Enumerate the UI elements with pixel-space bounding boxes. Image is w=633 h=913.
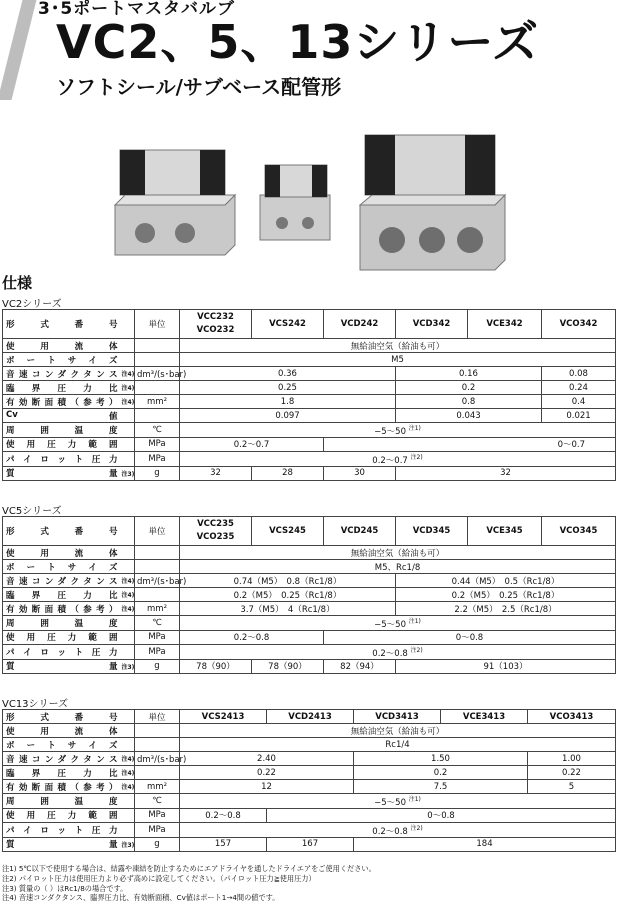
unit-cell: dm³/(s･bar) [135, 752, 180, 766]
table-row [3, 738, 616, 752]
cell-value: 1.50 [354, 752, 528, 766]
vc13-table-title: VC13シリーズ [2, 699, 69, 710]
cell-value: −5〜50 $^{注1)}$ [180, 794, 616, 809]
valve-vc5-image [260, 165, 330, 240]
cell-value: 5 [528, 780, 616, 794]
unit-cell: g [135, 837, 180, 851]
table-row [3, 367, 616, 381]
cell-value: M5、Rc1/8 [180, 560, 616, 574]
cell-value: 0.2〜0.8 [180, 808, 267, 822]
table-row [3, 353, 616, 367]
page-subtitle: ソフトシール/サブベース配管形 [56, 75, 342, 99]
cell-value: 無給油空気（給油も可） [180, 339, 616, 353]
cell-value: 無給油空気（給油も可） [180, 724, 616, 738]
valve-vc2-image [115, 150, 235, 255]
row-label: パ イ ロ ッ ト 圧 力 [3, 822, 121, 837]
unit-cell: MPa [135, 437, 180, 451]
table-row [3, 710, 616, 724]
unit-cell: mm² [135, 602, 180, 616]
row-label: 周 囲 温 度 [3, 794, 121, 809]
row-label: 音速コンダクタンス [3, 367, 121, 381]
cell-value: 0.2 [354, 766, 528, 780]
unit-cell: g [135, 466, 180, 480]
header-slash-decoration [0, 0, 36, 100]
footnote: 注4) 音速コンダクタンス、臨界圧力比、有効断面積、Cv値はポート1→4間の値です。 [2, 893, 280, 903]
row-label: パ イ ロ ッ ト 圧 力 [3, 451, 121, 466]
table-row [3, 766, 616, 780]
vc2-table-title: VC2シリーズ [2, 299, 62, 310]
note-ref: 注4) [121, 602, 135, 616]
cell-value: 0.043 [396, 409, 542, 423]
unit-cell: g [135, 659, 180, 673]
table-row [3, 822, 616, 837]
model-header: VCS242 [252, 310, 324, 339]
cell-value: 7.5 [354, 780, 528, 794]
table-row [3, 574, 616, 588]
model-header: VCE3413 [441, 710, 528, 724]
footnote: 注3) 質量の（ ）はRc1/8の場合です。 [2, 883, 128, 893]
table-row [3, 724, 616, 738]
model-header: VCD342 [396, 310, 468, 339]
model-header: VCD3413 [354, 710, 441, 724]
cell-value: 78（90） [252, 659, 324, 673]
cell-value: 0.097 [180, 409, 396, 423]
row-label: 質 量 [3, 837, 121, 851]
note-ref: 注4) [121, 381, 135, 395]
unit-header: 単位 [135, 710, 180, 724]
footnote: 注1) 5℃以下で使用する場合は、結露や凍結を防止するためにエアドライヤを通したドライエアをご使用ください。 [2, 864, 376, 873]
row-label: 形 式 番 号 [3, 517, 121, 546]
table-row [3, 630, 616, 644]
row-label: 有効断面積（参考） [3, 395, 121, 409]
row-label: 使 用 流 体 [3, 546, 121, 560]
row-label: 使 用 流 体 [3, 724, 121, 738]
table-row [3, 560, 616, 574]
table-row [3, 517, 616, 546]
cell-value: 0〜0.8 [324, 630, 616, 644]
table-row [3, 588, 616, 602]
row-label: 形 式 番 号 [3, 710, 121, 724]
row-label: パ イ ロ ッ ト 圧 力 [3, 644, 121, 659]
model-header: VCE342 [468, 310, 542, 339]
cell-value: 0.44（M5） 0.5（Rc1/8） [396, 574, 616, 588]
model-header: VCS2413 [180, 710, 267, 724]
table-row [3, 752, 616, 766]
unit-cell: ℃ [135, 423, 180, 438]
cell-value: 0.16 [396, 367, 542, 381]
spec-heading: 仕様 [2, 274, 33, 292]
unit-cell: dm³/(s･bar) [135, 367, 180, 381]
cell-value: 0.22 [528, 766, 616, 780]
cell-value: 0.74（M5） 0.8（Rc1/8） [180, 574, 396, 588]
cell-value: 2.40 [180, 752, 354, 766]
table-row [3, 659, 616, 673]
cell-value: 0.2〜0.8 $^{注2)}$ [180, 822, 616, 837]
unit-cell: dm³/(s･bar) [135, 574, 180, 588]
cell-value: 0.22 [180, 766, 354, 780]
cell-value: 0.25 [180, 381, 396, 395]
table-row [3, 780, 616, 794]
cell-value: 0.2〜0.8 [180, 630, 324, 644]
cell-value: 2.2（M5） 2.5（Rc1/8） [396, 602, 616, 616]
table-row [3, 602, 616, 616]
note-ref: 注4) [121, 588, 135, 602]
model-header: VCO345 [542, 517, 616, 546]
unit-cell: MPa [135, 644, 180, 659]
cell-value: 3.7（M5） 4（Rc1/8） [180, 602, 396, 616]
note-ref: 注3) [121, 837, 135, 851]
model-header: VCS245 [252, 517, 324, 546]
unit-header: 単位 [135, 310, 180, 339]
row-label: 音速コンダクタンス [3, 574, 121, 588]
cell-value: 0.2〜0.7 $^{注2)}$ [180, 451, 616, 466]
note-ref: 注4) [121, 395, 135, 409]
row-label: 有効断面積（参考） [3, 602, 121, 616]
product-photo [110, 125, 510, 270]
model-header: VCO342 [542, 310, 616, 339]
cell-value: −5〜50 $^{注1)}$ [180, 423, 616, 438]
cell-value: 0.36 [180, 367, 396, 381]
cell-value: 82（94） [324, 659, 396, 673]
vc2-spec-table [2, 309, 616, 481]
note-ref: 注3) [121, 659, 135, 673]
model-header: VCC235 VCO235 [180, 517, 252, 546]
table-row [3, 409, 616, 423]
note-ref: 注4) [121, 766, 135, 780]
vc5-table-title: VC5シリーズ [2, 506, 62, 517]
unit-cell: mm² [135, 780, 180, 794]
cell-value: 0.2（M5） 0.25（Rc1/8） [396, 588, 616, 602]
row-label: ポ ー ト サ イ ズ [3, 560, 121, 574]
unit-cell: MPa [135, 822, 180, 837]
note-ref: 注4) [121, 367, 135, 381]
note-ref: 注4) [121, 574, 135, 588]
cell-value: 184 [354, 837, 616, 851]
cell-value: 0.2〜0.7 [180, 437, 324, 451]
cell-value: 12 [180, 780, 354, 794]
table-row [3, 837, 616, 851]
row-label: 臨 界 圧 力 比 [3, 766, 121, 780]
table-row [3, 808, 616, 822]
footnotes [2, 864, 376, 903]
table-row [3, 310, 616, 339]
cell-value: 157 [180, 837, 267, 851]
unit-header: 単位 [135, 517, 180, 546]
model-header: VCC232 VCO232 [180, 310, 252, 339]
model-header: VCD2413 [267, 710, 354, 724]
cell-value: 91（103） [396, 659, 616, 673]
model-header: VCD345 [396, 517, 468, 546]
cell-value: 0〜0.7 [324, 437, 616, 451]
cell-value: 0.2 [396, 381, 542, 395]
unit-cell: MPa [135, 808, 180, 822]
series-name: 3･5ポートマスタバルブ [38, 0, 235, 19]
table-row [3, 423, 616, 438]
row-label: 臨 界 圧 力 比 [3, 381, 121, 395]
row-label: 周 囲 温 度 [3, 423, 121, 438]
table-row [3, 381, 616, 395]
unit-cell: MPa [135, 630, 180, 644]
row-label: ポ ー ト サ イ ズ [3, 738, 121, 752]
cell-value: −5〜50 $^{注1)}$ [180, 616, 616, 631]
row-label: 臨 界 圧 力 比 [3, 588, 121, 602]
table-row [3, 339, 616, 353]
cell-value: 32 [396, 466, 616, 480]
table-row [3, 466, 616, 480]
page-title: VC2、5、13シリーズ [56, 15, 540, 69]
row-label: 形 式 番 号 [3, 310, 121, 339]
cell-value: 0.4 [542, 395, 616, 409]
cell-value: 無給油空気（給油も可） [180, 546, 616, 560]
cell-value: 0.2（M5） 0.25（Rc1/8） [180, 588, 396, 602]
model-header: VCO3413 [528, 710, 616, 724]
vc5-spec-table [2, 516, 616, 674]
table-row [3, 616, 616, 631]
cell-value: 32 [180, 466, 252, 480]
note-ref: 注4) [121, 780, 135, 794]
unit-cell: MPa [135, 451, 180, 466]
valve-vc13-image [360, 135, 505, 270]
footnote: 注2) パイロット圧力は使用圧力より必ず高めに設定してください。（パイロット圧力≧使用圧力） [2, 873, 316, 883]
row-label: ポ ー ト サ イ ズ [3, 353, 121, 367]
cell-value: Rc1/4 [180, 738, 616, 752]
row-label: Cv 値 [3, 409, 121, 423]
model-header: VCD245 [324, 517, 396, 546]
row-label: 周 囲 温 度 [3, 616, 121, 631]
cell-value: 1.00 [528, 752, 616, 766]
cell-value: 0.08 [542, 367, 616, 381]
cell-value: 1.8 [180, 395, 396, 409]
vc13-spec-table [2, 709, 616, 852]
note-ref: 注3) [121, 466, 135, 480]
cell-value: 0.8 [396, 395, 542, 409]
cell-value: 0.021 [542, 409, 616, 423]
row-label: 質 量 [3, 659, 121, 673]
unit-cell: mm² [135, 395, 180, 409]
row-label: 音速コンダクタンス [3, 752, 121, 766]
cell-value: 78（90） [180, 659, 252, 673]
note-ref: 注4) [121, 752, 135, 766]
cell-value: 0〜0.8 [267, 808, 616, 822]
model-header: VCD242 [324, 310, 396, 339]
row-label: 有効断面積（参考） [3, 780, 121, 794]
table-row [3, 395, 616, 409]
cell-value: 0.24 [542, 381, 616, 395]
unit-cell: ℃ [135, 794, 180, 809]
table-row [3, 546, 616, 560]
row-label: 使 用 流 体 [3, 339, 121, 353]
unit-cell: ℃ [135, 616, 180, 631]
model-header: VCE345 [468, 517, 542, 546]
cell-value: 30 [324, 466, 396, 480]
table-row [3, 451, 616, 466]
table-row [3, 644, 616, 659]
row-label: 使 用 圧 力 範 囲 [3, 808, 121, 822]
table-row [3, 794, 616, 809]
cell-value: 28 [252, 466, 324, 480]
table-row [3, 437, 616, 451]
cell-value: 167 [267, 837, 354, 851]
row-label: 質 量 [3, 466, 121, 480]
row-label: 使 用 圧 力 範 囲 [3, 630, 121, 644]
cell-value: M5 [180, 353, 616, 367]
cell-value: 0.2〜0.8 $^{注2)}$ [180, 644, 616, 659]
row-label: 使 用 圧 力 範 囲 [3, 437, 121, 451]
